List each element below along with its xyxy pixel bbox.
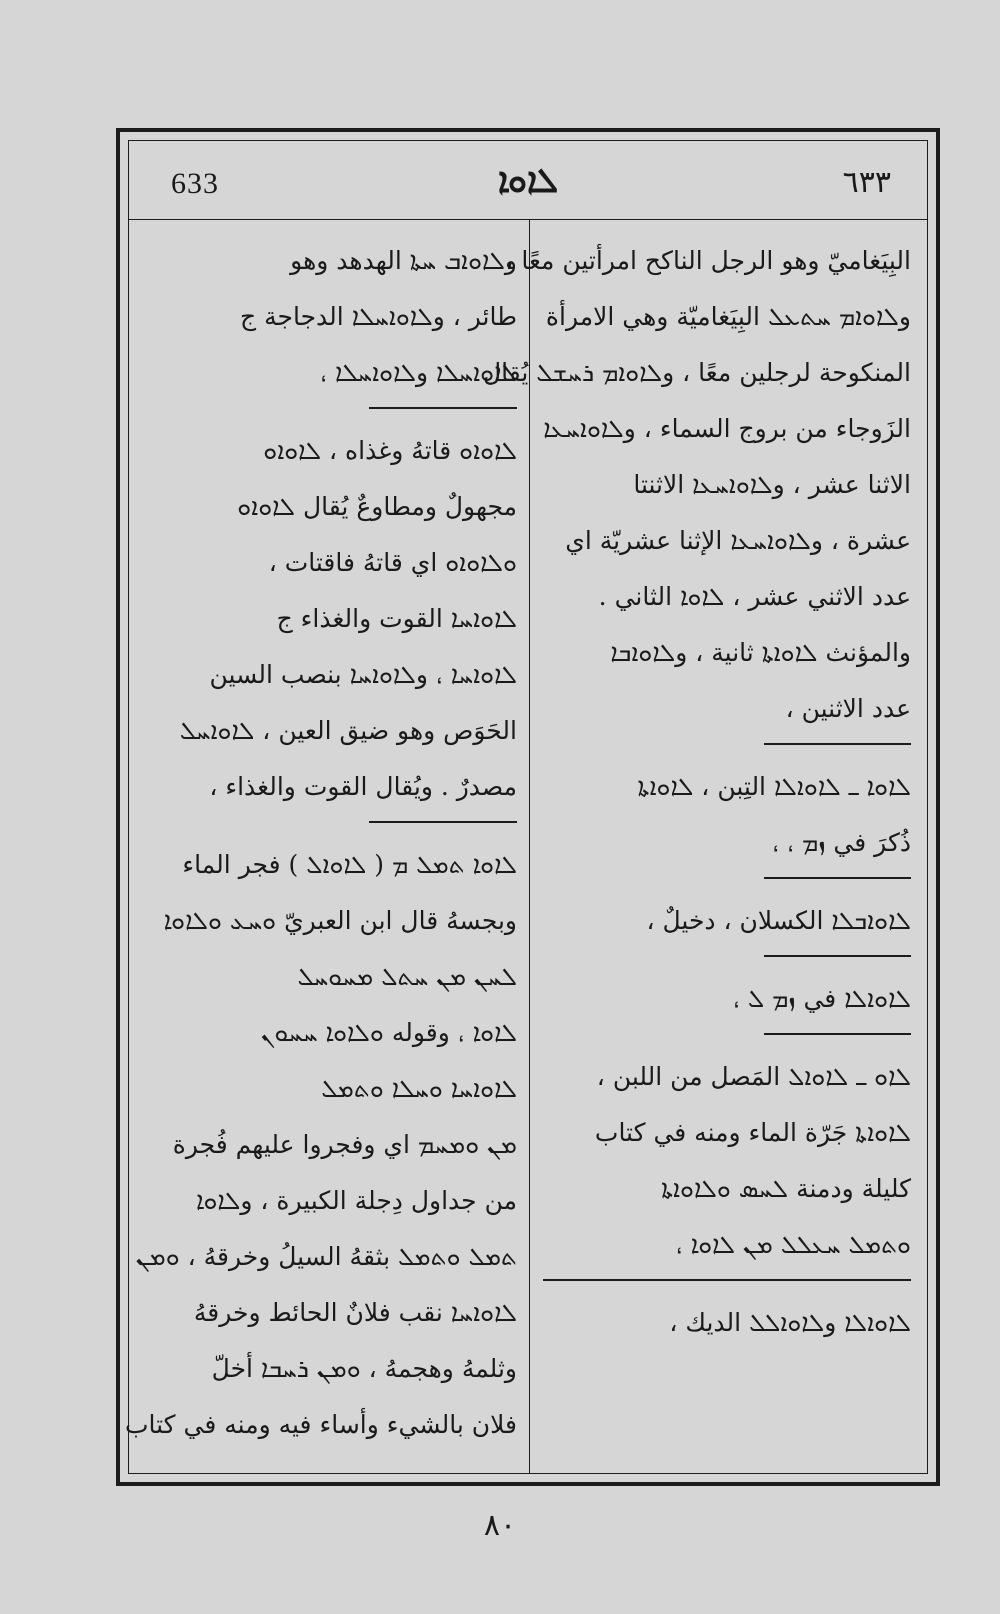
page-frame <box>116 128 940 1486</box>
text-line: ܠܐܘܐܚܐ القوت والغذاء ج <box>276 604 517 633</box>
right-column <box>482 233 911 1351</box>
text-line: ܘܬܡܠ ܚܥܠܠ ܡܢ ܠܐܘܐ ، <box>675 1230 911 1259</box>
text-line: ܠܐܘܐ ، وقوله ܘܠܐܘܐ ܚܚܘܢ <box>260 1018 517 1047</box>
entry-separator <box>764 877 911 879</box>
text-line: ܠܚܢ ܡܢ ܚܬܠ ܡܚܘܚܠ <box>297 962 517 991</box>
footer-page-number: ٨٠ <box>483 1508 517 1543</box>
page-number-latin: 633 <box>171 167 219 200</box>
text-line: الزَوجاء من بروج السماء ، وܠܐܘܐܚܥܐ <box>543 414 911 443</box>
text-line: ܡܢ ܘܡܚܡ اي وفجروا عليهم فُجرة <box>172 1130 517 1159</box>
text-line: ܬܡܠ ܘܬܡܠ بثقهُ السيلُ وخرقهُ ، ܘܡܢ <box>135 1242 517 1271</box>
text-line: مصدرٌ . ويُقال القوت والغذاء ، <box>209 772 517 801</box>
text-line: والمؤنث ܠܐܘܐܬܐ ثانية ، وܠܐܘܐܒܐ <box>610 638 911 667</box>
text-line: من جداول دِجلة الكبيرة ، وܠܐܘܐ <box>195 1186 517 1215</box>
text-line: وبجسهُ قال ابن العبريّ ܘܚܥ ܘܠܐܘܐ <box>163 906 517 935</box>
text-line: عشرة ، وܠܐܘܐܚܥܐ الإثنا عشريّة اي <box>565 526 911 555</box>
page-frame-inner <box>124 140 928 1474</box>
text-line: ܠܐܘܐܚܐ نقب فلانٌ الحائط وخرقهُ <box>193 1298 517 1327</box>
text-line: ܠܐܘ ـ ܠܐܘܐܠ المَصل من اللبن ، <box>596 1062 911 1091</box>
text-line: ܠܐܘܐ ـ ܠܐܘܐܠܐ التِبن ، ܠܐܘܐܬܐ <box>637 772 911 801</box>
column-divider <box>529 219 530 1473</box>
text-line: البِيَغاميّ وهو الرجل الناكح امرأتين معًا ، <box>505 246 911 275</box>
entry-separator <box>764 955 911 957</box>
text-line: وثلمهُ وهجمهُ ، ܘܡܢ ܪܚܒܐ أخلّ <box>211 1354 517 1383</box>
text-line: عدد الاثنين ، <box>785 694 911 723</box>
entry-separator <box>543 1279 911 1281</box>
text-line: وܠܐܘܐܡ ܚܬܥܠ البِيَغاميّة وهي الامرأة <box>545 302 911 331</box>
text-line: المنكوحة لرجلين معًا ، وܠܐܘܐܡ ܪܚܫܠ يُقال <box>482 358 911 387</box>
text-line: ܠܐܘܐ ܬܡܠ ܡ ( ܠܐܘܐܠ ) فجر الماء <box>182 850 517 879</box>
entry-separator <box>764 1033 911 1035</box>
text-line: كليلة ودمنة ܠܚܣ ܘܠܐܘܐܬܐ <box>661 1174 911 1203</box>
text-line: ܠܐܘܐܠܐ وܠܐܘܐܠܠ الديك ، <box>669 1308 911 1337</box>
text-line: وܠܐܘܐܒ ܚܬܐ الهدهد وهو <box>290 246 517 275</box>
text-line: ܠܐܘܐܚܐ ܘܚܠܐ ܘܬܡܠ <box>321 1074 517 1103</box>
text-line: ܠܐܘܐܒܠܐ الكسلان ، دخيلٌ ، <box>646 906 911 935</box>
text-line: ܠܐܘܐܘ قاتهُ وغذاه ، ܠܐܘܐܘ <box>263 436 517 465</box>
text-line: ܠܐܘܐܬܐ جَرّة الماء ومنه في كتاب <box>594 1118 911 1147</box>
text-line: الاثنا عشر ، وܠܐܘܐܚܥܐ الاثنتا <box>633 470 911 499</box>
text-line: ܠܐܘܐܠܐ في ܙܡ ܠ ، <box>732 984 911 1013</box>
text-line: ܠܐܘܐܚܐ ، وܠܐܘܐܚܐ بنصب السين <box>209 660 517 689</box>
text-line: طائر ، وܠܐܘܐܚܠܐ الدجاجة ج <box>240 302 517 331</box>
text-line: الحَوَص وهو ضيق العين ، ܠܐܘܐܚܠ <box>179 716 517 745</box>
text-line: ܘܠܐܘܐܘ اي قاتهُ فاقتات ، <box>268 548 517 577</box>
running-head: ܠܐܘܐ <box>497 161 559 201</box>
text-line: عدد الاثني عشر ، ܠܐܘܐ الثاني . <box>598 582 911 611</box>
text-line: فلان بالشيء وأساء فيه ومنه في كتاب <box>124 1410 517 1439</box>
text-line: ذُكرَ في ܙܡ ، ، <box>772 828 911 857</box>
left-column <box>124 233 517 1453</box>
entry-separator <box>764 743 911 745</box>
text-line: ܠܐܘܐܚܠܐ وܠܐܘܐܚܠܐ ، <box>320 358 517 387</box>
text-line: مجهولٌ ومطاوعٌ يُقال ܠܐܘܐܘ <box>237 492 517 521</box>
entry-separator <box>369 407 517 409</box>
entry-separator <box>369 821 517 823</box>
page-header <box>129 141 927 220</box>
page-number-arabic: ٦٣٣ <box>842 165 891 200</box>
